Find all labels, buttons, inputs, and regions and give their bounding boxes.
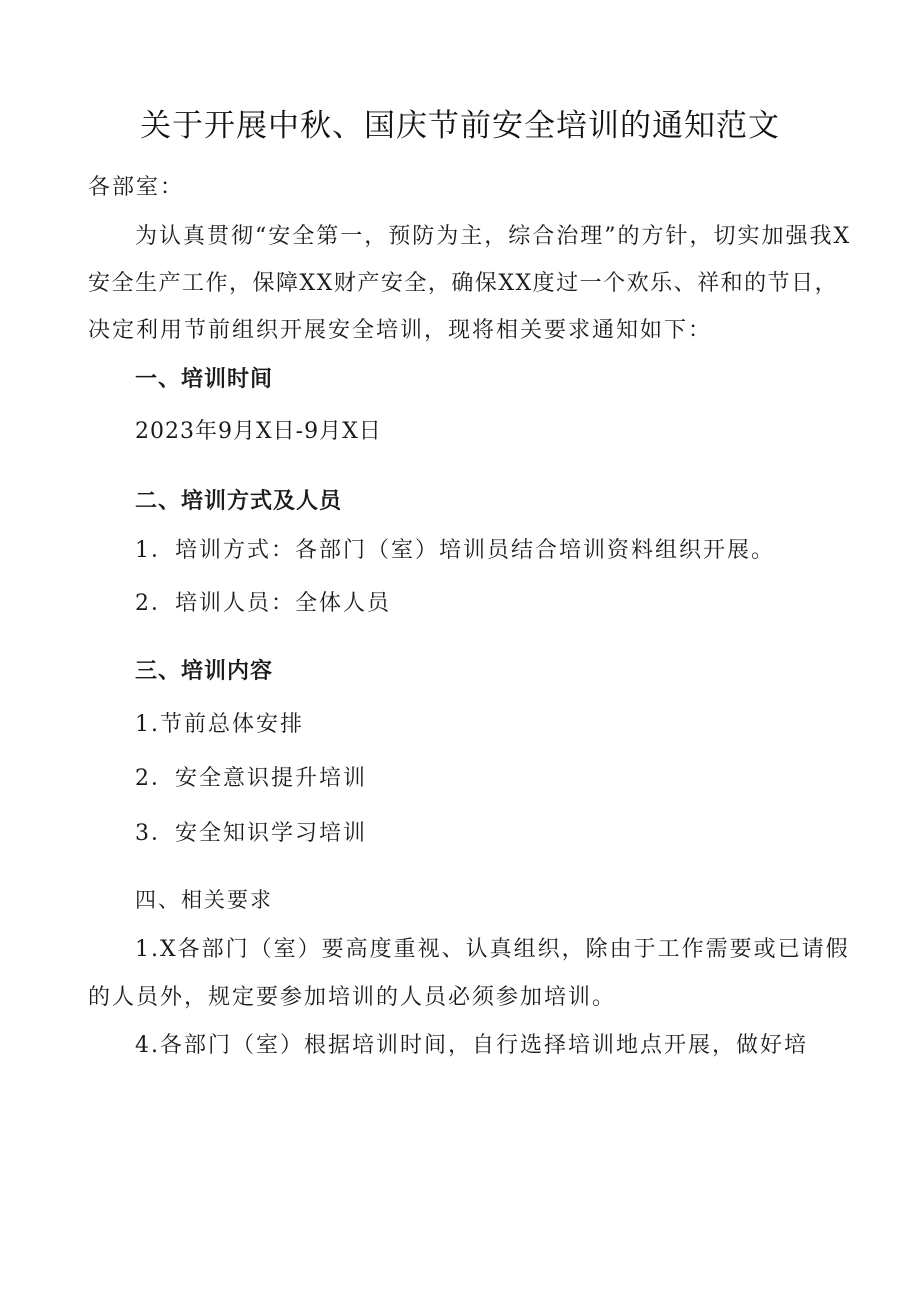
list-item: 1．培训方式：各部门（室）培训员结合培训资料组织开展。 (135, 538, 775, 563)
list-item: 2．培训人员：全体人员 (135, 591, 391, 616)
list-item: 3．安全知识学习培训 (135, 821, 367, 846)
list-item: 2．安全意识提升培训 (135, 766, 367, 791)
training-time-value: 2023年9月X日-9月X日 (135, 419, 382, 444)
intro-line: 安全生产工作，保障XX财产安全，确保XX度过一个欢乐、祥和的节日， (88, 271, 839, 296)
intro-line: 决定利用节前组织开展安全培训，现将相关要求通知如下： (88, 318, 713, 343)
requirement-item: 4.各部门（室）根据培训时间，自行选择培训地点开展，做好培 (135, 1033, 808, 1058)
requirement-line: 1.X各部门（室）要高度重视、认真组织，除由于工作需要或已请假 (135, 937, 850, 962)
document-title: 关于开展中秋、国庆节前安全培训的通知范文 (140, 108, 780, 144)
intro-line: 为认真贯彻“安全第一，预防为主，综合治理”的方针，切实加强我X (135, 224, 852, 249)
list-item: 1.节前总体安排 (135, 712, 304, 737)
section-heading-time: 一、培训时间 (135, 367, 274, 392)
requirement-line: 的人员外，规定要参加培训的人员必须参加培训。 (88, 985, 617, 1010)
section-heading-method: 二、培训方式及人员 (135, 489, 343, 514)
salutation: 各部室： (88, 175, 185, 200)
section-heading-content: 三、培训内容 (135, 659, 274, 684)
section-heading-requirements: 四、相关要求 (135, 888, 273, 912)
